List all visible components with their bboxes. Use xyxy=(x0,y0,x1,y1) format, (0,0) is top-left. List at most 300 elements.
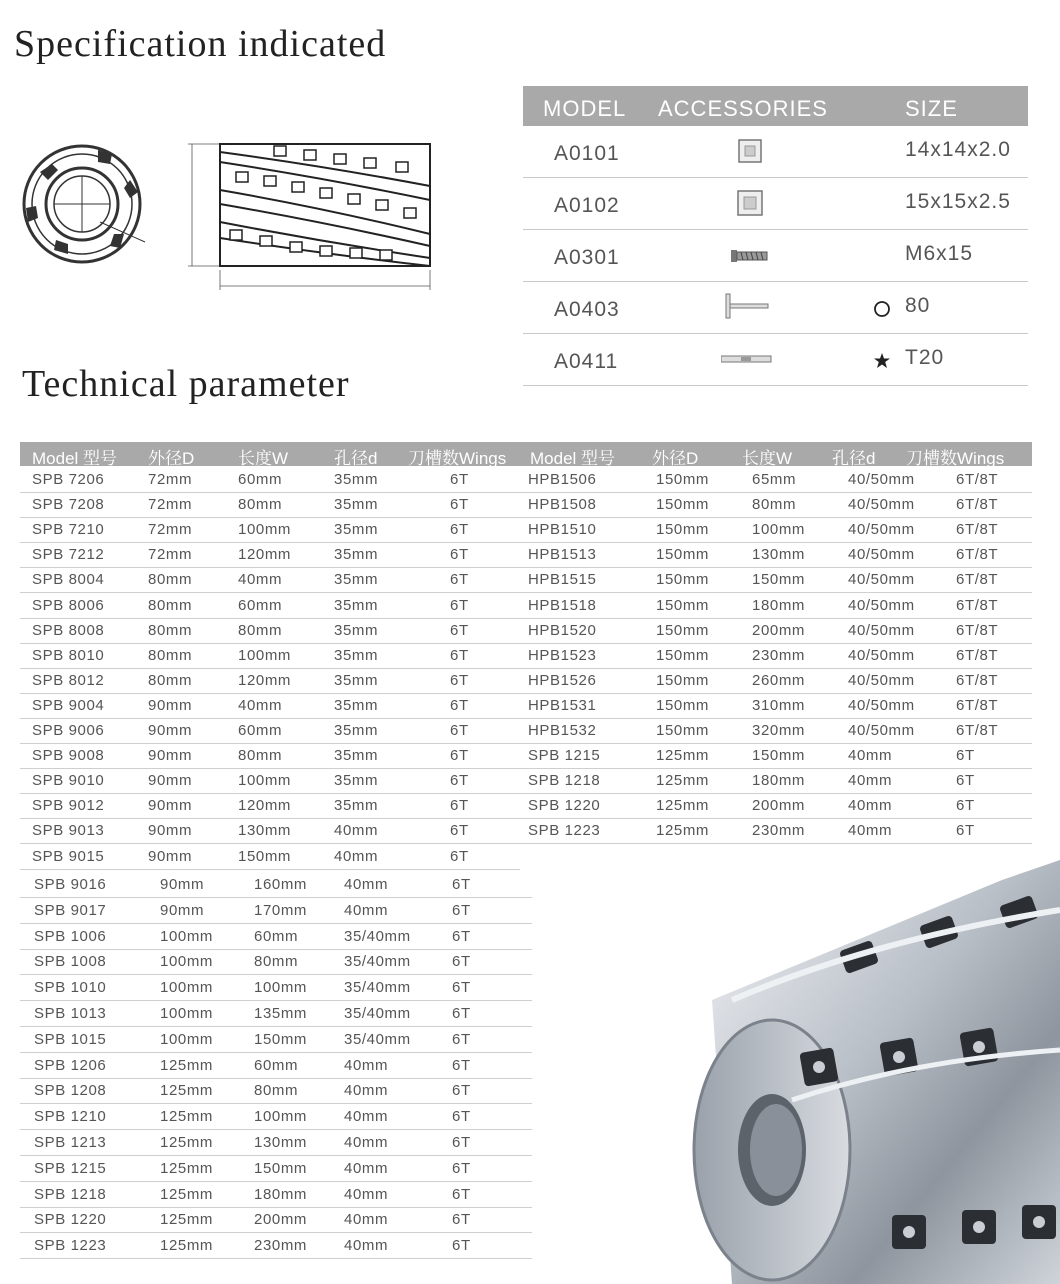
cell-model: HPB1531 xyxy=(528,696,597,714)
cell-length: 60mm xyxy=(254,1056,299,1074)
cell-diameter: 150mm xyxy=(656,596,710,614)
cell-wings: 6T/8T xyxy=(956,471,999,488)
table-row xyxy=(20,669,520,694)
cell-wings: 6T xyxy=(450,847,469,865)
parameter-table-header xyxy=(20,442,1032,466)
cell-wings: 6T xyxy=(452,1005,471,1022)
cell-model: HPB1526 xyxy=(528,671,597,689)
table-row xyxy=(20,594,520,619)
cell-wings: 6T xyxy=(452,1030,471,1048)
cell-wings: 6T xyxy=(450,496,469,514)
cell-bore: 40/50mm xyxy=(848,571,915,589)
table-row xyxy=(20,644,520,669)
cell-length: 320mm xyxy=(752,722,806,739)
cell-diameter: 80mm xyxy=(148,621,193,639)
cell-wings: 6T xyxy=(450,596,469,614)
table-row xyxy=(520,468,1032,493)
table-row xyxy=(520,744,1032,769)
header-length-right: 长度W xyxy=(742,449,793,468)
cell-model: HPB1520 xyxy=(528,621,597,639)
cell-model: SPB 1215 xyxy=(528,747,601,765)
table-row xyxy=(20,794,520,819)
cell-bore: 35mm xyxy=(334,621,379,639)
cell-bore: 40/50mm xyxy=(848,646,915,664)
cell-model: SPB 8006 xyxy=(32,596,105,614)
cell-diameter: 80mm xyxy=(148,646,193,664)
cell-wings: 6T/8T xyxy=(956,621,999,639)
cell-model: SPB 1006 xyxy=(34,927,107,945)
cell-diameter: 125mm xyxy=(656,822,710,840)
cell-wings: 6T xyxy=(450,696,469,714)
cell-wings: 6T xyxy=(452,1056,471,1074)
cell-wings: 6T xyxy=(450,747,469,765)
table-row xyxy=(20,1079,532,1104)
cell-diameter: 125mm xyxy=(656,797,710,815)
cell-bore: 35mm xyxy=(334,471,379,488)
cell-length: 230mm xyxy=(752,822,806,840)
cell-bore: 40/50mm xyxy=(848,596,915,614)
header-accessories: ACCESSORIES xyxy=(658,96,828,121)
table-row xyxy=(520,669,1032,694)
cell-diameter: 150mm xyxy=(656,621,710,639)
cell-bore: 40/50mm xyxy=(848,696,915,714)
header-model-left: Model 型号 xyxy=(32,449,118,468)
cell-bore: 40mm xyxy=(848,797,893,815)
cell-length: 150mm xyxy=(254,1159,308,1177)
cell-wings: 6T/8T xyxy=(956,521,999,539)
cell-model: HPB1518 xyxy=(528,596,597,614)
cell-length: 200mm xyxy=(752,621,806,639)
cell-diameter: 100mm xyxy=(160,979,214,997)
cell-length: 65mm xyxy=(752,471,797,488)
cell-diameter: 125mm xyxy=(160,1185,214,1203)
cell-length: 60mm xyxy=(238,471,283,488)
cell-diameter: 125mm xyxy=(656,747,710,765)
star-symbol-icon xyxy=(873,352,891,370)
table-row xyxy=(520,518,1032,543)
cell-length: 100mm xyxy=(254,979,308,997)
cell-diameter: 125mm xyxy=(160,1056,214,1074)
cell-length: 130mm xyxy=(254,1134,308,1151)
cell-wings: 6T xyxy=(452,979,471,997)
cell-model: SPB 1010 xyxy=(34,979,107,997)
cell-model: SPB 1208 xyxy=(34,1082,107,1100)
cell-length: 170mm xyxy=(254,901,308,919)
cell-wings: 6T xyxy=(956,772,975,790)
cell-bore: 35mm xyxy=(334,521,379,539)
cell-wings: 6T/8T xyxy=(956,646,999,664)
cell-model: HPB1532 xyxy=(528,722,597,739)
table-row xyxy=(20,1157,532,1182)
cell-diameter: 125mm xyxy=(656,772,710,790)
cell-length: 150mm xyxy=(752,571,806,589)
accessory-size: 80 xyxy=(905,294,931,317)
cell-bore: 40mm xyxy=(344,901,389,919)
table-row xyxy=(520,619,1032,644)
table-row xyxy=(20,1054,532,1079)
cell-diameter: 125mm xyxy=(160,1211,214,1229)
cell-length: 80mm xyxy=(238,621,283,639)
accessory-row xyxy=(523,178,1028,230)
cell-model: SPB 9017 xyxy=(34,901,107,919)
table-row xyxy=(520,543,1032,568)
cell-model: SPB 9010 xyxy=(32,772,105,790)
cell-diameter: 150mm xyxy=(656,546,710,564)
cell-bore: 40mm xyxy=(344,876,389,893)
cell-bore: 40mm xyxy=(344,1185,389,1203)
table-row xyxy=(20,925,532,950)
cell-model: HPB1523 xyxy=(528,646,597,664)
table-row xyxy=(20,1234,532,1259)
cell-model: SPB 9016 xyxy=(34,876,107,893)
cell-model: SPB 1213 xyxy=(34,1134,107,1151)
header-bore-right: 孔径d xyxy=(832,449,876,468)
accessory-model: A0102 xyxy=(554,194,620,217)
cell-bore: 40mm xyxy=(334,822,379,840)
cell-bore: 35mm xyxy=(334,596,379,614)
accessory-model: A0411 xyxy=(554,350,619,373)
cell-wings: 6T xyxy=(452,1108,471,1126)
cell-length: 60mm xyxy=(254,927,299,945)
header-model: MODEL xyxy=(543,96,627,121)
cell-bore: 35/40mm xyxy=(344,1005,411,1022)
accessory-model: A0301 xyxy=(554,246,620,269)
cell-bore: 35mm xyxy=(334,747,379,765)
cell-diameter: 90mm xyxy=(148,847,193,865)
table-row xyxy=(20,518,520,543)
cell-length: 260mm xyxy=(752,671,806,689)
cell-bore: 35mm xyxy=(334,546,379,564)
cell-bore: 35mm xyxy=(334,797,379,815)
cell-diameter: 80mm xyxy=(148,571,193,589)
cell-wings: 6T xyxy=(450,822,469,840)
square-insert-icon xyxy=(721,136,781,166)
cell-bore: 40mm xyxy=(848,822,893,840)
cell-model: SPB 9006 xyxy=(32,722,105,739)
cell-diameter: 150mm xyxy=(656,496,710,514)
cell-bore: 40/50mm xyxy=(848,496,915,514)
header-diameter-right: 外径D xyxy=(652,449,699,468)
cell-wings: 6T xyxy=(452,927,471,945)
table-row xyxy=(520,644,1032,669)
cell-model: SPB 7210 xyxy=(32,521,105,539)
cell-diameter: 90mm xyxy=(148,747,193,765)
cutterhead-end-view-drawing xyxy=(20,142,150,272)
accessory-size: T20 xyxy=(905,346,945,369)
cell-bore: 35mm xyxy=(334,671,379,689)
cell-bore: 35/40mm xyxy=(344,1030,411,1048)
table-row xyxy=(20,1002,532,1027)
cell-length: 100mm xyxy=(752,521,806,539)
cell-wings: 6T/8T xyxy=(956,722,999,739)
table-row xyxy=(20,845,520,870)
cell-bore: 40/50mm xyxy=(848,621,915,639)
tech-title: Technical parameter xyxy=(22,363,350,405)
cell-length: 120mm xyxy=(238,671,292,689)
cell-diameter: 72mm xyxy=(148,521,193,539)
cell-model: SPB 7208 xyxy=(32,496,105,514)
cell-diameter: 125mm xyxy=(160,1237,214,1255)
cell-length: 130mm xyxy=(752,546,806,564)
cell-diameter: 90mm xyxy=(160,901,205,919)
cell-wings: 6T xyxy=(452,1185,471,1203)
cell-bore: 40/50mm xyxy=(848,671,915,689)
cell-model: HPB1510 xyxy=(528,521,597,539)
cell-wings: 6T xyxy=(452,953,471,971)
cell-length: 100mm xyxy=(238,646,292,664)
cell-bore: 35/40mm xyxy=(344,927,411,945)
spec-title: Specification indicated xyxy=(14,23,387,65)
table-row xyxy=(20,769,520,794)
cell-diameter: 90mm xyxy=(148,822,193,840)
accessory-size: 15x15x2.5 xyxy=(905,190,1011,213)
cell-wings: 6T/8T xyxy=(956,671,999,689)
cell-diameter: 150mm xyxy=(656,671,710,689)
cell-diameter: 90mm xyxy=(160,876,205,893)
cell-model: SPB 1206 xyxy=(34,1056,107,1074)
cell-diameter: 100mm xyxy=(160,1005,214,1022)
cell-bore: 40mm xyxy=(344,1056,389,1074)
cell-model: HPB1515 xyxy=(528,571,597,589)
cell-model: SPB 1210 xyxy=(34,1108,107,1126)
cell-model: SPB 8008 xyxy=(32,621,105,639)
cell-length: 80mm xyxy=(238,747,283,765)
accessory-row xyxy=(523,282,1028,334)
cell-length: 120mm xyxy=(238,797,292,815)
cell-length: 100mm xyxy=(238,772,292,790)
cell-bore: 40mm xyxy=(344,1134,389,1151)
cell-bore: 35/40mm xyxy=(344,953,411,971)
cell-wings: 6T xyxy=(450,521,469,539)
cell-model: HPB1508 xyxy=(528,496,597,514)
cell-length: 120mm xyxy=(238,546,292,564)
cell-length: 135mm xyxy=(254,1005,308,1022)
table-row xyxy=(20,744,520,769)
cell-model: HPB1506 xyxy=(528,471,597,488)
cell-wings: 6T xyxy=(450,471,469,488)
accessory-size: 14x14x2.0 xyxy=(905,138,1011,161)
cell-wings: 6T/8T xyxy=(956,571,999,589)
cell-diameter: 150mm xyxy=(656,471,710,488)
cell-bore: 40/50mm xyxy=(848,521,915,539)
cell-wings: 6T/8T xyxy=(956,546,999,564)
cell-length: 100mm xyxy=(238,521,292,539)
cell-length: 160mm xyxy=(254,876,308,893)
table-row xyxy=(520,819,1032,844)
table-row xyxy=(20,468,520,493)
cell-length: 60mm xyxy=(238,596,283,614)
cell-wings: 6T xyxy=(450,621,469,639)
cell-length: 130mm xyxy=(238,822,292,840)
table-row xyxy=(20,1208,532,1233)
table-row xyxy=(20,1105,532,1130)
header-model-right: Model 型号 xyxy=(530,449,616,468)
driver-bit-icon xyxy=(721,344,781,374)
table-row xyxy=(20,1183,532,1208)
cell-length: 230mm xyxy=(752,646,806,664)
cell-bore: 40mm xyxy=(344,1211,389,1229)
cell-model: SPB 7212 xyxy=(32,546,105,564)
cell-bore: 40mm xyxy=(848,772,893,790)
cell-diameter: 125mm xyxy=(160,1082,214,1100)
table-row xyxy=(520,694,1032,719)
cell-model: SPB 1218 xyxy=(34,1185,107,1203)
cell-model: SPB 9004 xyxy=(32,696,105,714)
cell-model: SPB 9013 xyxy=(32,822,105,840)
cell-bore: 40mm xyxy=(344,1159,389,1177)
accessory-row xyxy=(523,230,1028,282)
cell-length: 100mm xyxy=(254,1108,308,1126)
cell-length: 80mm xyxy=(254,953,299,971)
cell-length: 150mm xyxy=(752,747,806,765)
cell-model: SPB 1220 xyxy=(528,797,601,815)
screw-icon xyxy=(721,240,781,270)
cell-model: SPB 8010 xyxy=(32,646,105,664)
header-wings-left: 刀槽数Wings xyxy=(408,449,507,468)
cell-bore: 40/50mm xyxy=(848,722,915,739)
cell-diameter: 80mm xyxy=(148,596,193,614)
cell-wings: 6T xyxy=(450,671,469,689)
cell-diameter: 80mm xyxy=(148,671,193,689)
cell-wings: 6T xyxy=(452,1082,471,1100)
cell-model: SPB 7206 xyxy=(32,471,105,488)
cell-bore: 35mm xyxy=(334,696,379,714)
cell-bore: 40/50mm xyxy=(848,546,915,564)
table-row xyxy=(520,769,1032,794)
header-diameter-left: 外径D xyxy=(148,449,195,468)
table-row xyxy=(20,976,532,1001)
table-row xyxy=(20,950,532,975)
cell-wings: 6T xyxy=(452,1159,471,1177)
cell-model: SPB 9015 xyxy=(32,847,105,865)
table-row xyxy=(520,493,1032,518)
cutterhead-side-view-drawing xyxy=(184,138,434,298)
cell-bore: 35mm xyxy=(334,571,379,589)
cell-wings: 6T xyxy=(956,747,975,765)
table-row xyxy=(20,694,520,719)
cell-wings: 6T xyxy=(450,646,469,664)
cell-diameter: 90mm xyxy=(148,772,193,790)
cell-diameter: 125mm xyxy=(160,1159,214,1177)
cell-diameter: 72mm xyxy=(148,546,193,564)
cell-diameter: 90mm xyxy=(148,696,193,714)
table-row xyxy=(20,619,520,644)
cell-length: 80mm xyxy=(238,496,283,514)
cell-bore: 40mm xyxy=(344,1237,389,1255)
cell-bore: 35mm xyxy=(334,646,379,664)
header-size: SIZE xyxy=(905,96,958,121)
cell-model: SPB 9008 xyxy=(32,747,105,765)
cell-model: SPB 1223 xyxy=(34,1237,107,1255)
accessories-table xyxy=(523,86,1028,386)
cell-length: 230mm xyxy=(254,1237,308,1255)
table-row xyxy=(520,568,1032,593)
cutterhead-product-photo xyxy=(672,850,1060,1284)
cell-bore: 40mm xyxy=(334,847,379,865)
cell-diameter: 100mm xyxy=(160,927,214,945)
cell-model: SPB 1015 xyxy=(34,1030,107,1048)
cell-wings: 6T xyxy=(452,1211,471,1229)
cell-length: 180mm xyxy=(752,596,806,614)
cell-length: 150mm xyxy=(254,1030,308,1048)
cell-bore: 35mm xyxy=(334,496,379,514)
cell-diameter: 72mm xyxy=(148,496,193,514)
cell-wings: 6T xyxy=(452,1237,471,1255)
cell-wings: 6T/8T xyxy=(956,496,999,514)
cell-length: 60mm xyxy=(238,722,283,739)
cell-length: 180mm xyxy=(752,772,806,790)
cell-wings: 6T xyxy=(450,546,469,564)
cell-bore: 35mm xyxy=(334,772,379,790)
cell-wings: 6T xyxy=(956,797,975,815)
cell-model: SPB 1008 xyxy=(34,953,107,971)
cell-length: 40mm xyxy=(238,571,283,589)
cell-length: 200mm xyxy=(254,1211,308,1229)
cell-wings: 6T xyxy=(450,797,469,815)
table-row xyxy=(20,899,532,924)
cell-bore: 40mm xyxy=(848,747,893,765)
cell-model: SPB 9012 xyxy=(32,797,105,815)
cell-diameter: 150mm xyxy=(656,646,710,664)
cell-diameter: 150mm xyxy=(656,521,710,539)
cell-model: SPB 8012 xyxy=(32,671,105,689)
cell-diameter: 100mm xyxy=(160,1030,214,1048)
cell-model: SPB 1218 xyxy=(528,772,601,790)
table-row xyxy=(20,568,520,593)
header-bore-left: 孔径d xyxy=(334,449,378,468)
cell-wings: 6T/8T xyxy=(956,596,999,614)
cell-diameter: 150mm xyxy=(656,571,710,589)
cell-bore: 40/50mm xyxy=(848,471,915,488)
cell-diameter: 90mm xyxy=(148,797,193,815)
cell-wings: 6T xyxy=(452,876,471,893)
cell-wings: 6T xyxy=(450,772,469,790)
cell-length: 80mm xyxy=(752,496,797,514)
cell-model: SPB 8004 xyxy=(32,571,105,589)
cell-wings: 6T/8T xyxy=(956,696,999,714)
cell-model: SPB 1215 xyxy=(34,1159,107,1177)
cell-diameter: 90mm xyxy=(148,722,193,739)
header-wings-right: 刀槽数Wings xyxy=(906,449,1005,468)
cell-diameter: 125mm xyxy=(160,1134,214,1151)
cell-length: 40mm xyxy=(238,696,283,714)
cell-length: 200mm xyxy=(752,797,806,815)
cell-model: SPB 1223 xyxy=(528,822,601,840)
accessories-header xyxy=(523,86,1028,126)
table-row xyxy=(520,794,1032,819)
table-row xyxy=(20,543,520,568)
cell-wings: 6T xyxy=(452,1134,471,1151)
cell-wings: 6T xyxy=(450,571,469,589)
table-row xyxy=(20,1131,532,1156)
cell-wings: 6T xyxy=(956,822,975,840)
accessory-size: M6x15 xyxy=(905,242,974,265)
cell-diameter: 72mm xyxy=(148,471,193,488)
t-wrench-icon xyxy=(721,292,781,322)
table-row xyxy=(20,819,520,844)
cell-model: SPB 1013 xyxy=(34,1005,107,1022)
cell-length: 310mm xyxy=(752,696,806,714)
header-length-left: 长度W xyxy=(238,449,289,468)
accessory-model: A0101 xyxy=(554,142,620,165)
cell-length: 80mm xyxy=(254,1082,299,1100)
accessory-row xyxy=(523,126,1028,178)
cell-diameter: 150mm xyxy=(656,722,710,739)
cell-bore: 35mm xyxy=(334,722,379,739)
cell-diameter: 100mm xyxy=(160,953,214,971)
circle-symbol-icon xyxy=(873,300,891,318)
table-row xyxy=(520,594,1032,619)
